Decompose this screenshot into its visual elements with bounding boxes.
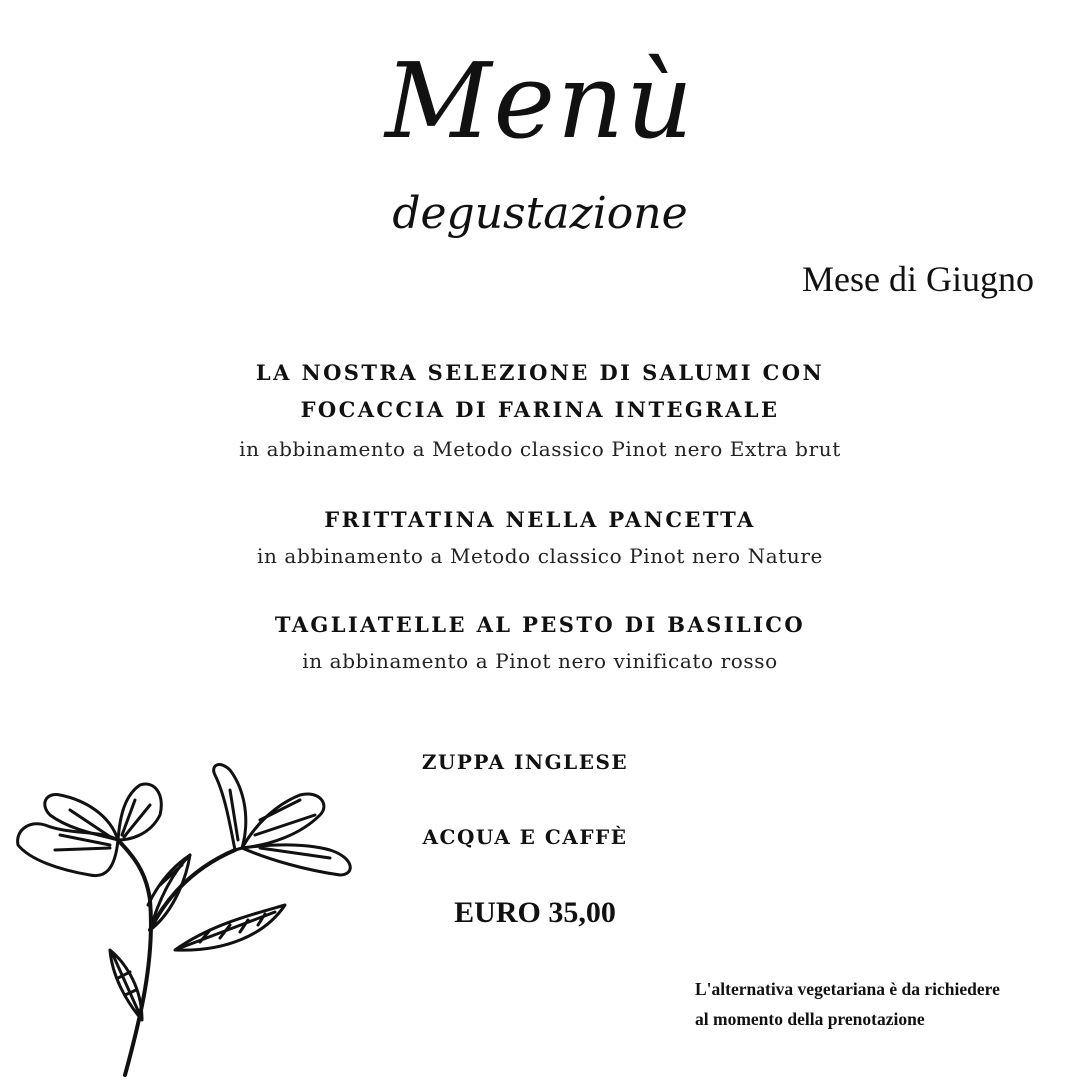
course-3-pairing: in abbinamento a Pinot nero vinificato rosso bbox=[302, 649, 778, 673]
dessert-item: ZUPPA INGLESE bbox=[421, 750, 629, 774]
vegetarian-note-line1: L'alternativa vegetariana è da richiedere bbox=[695, 979, 1000, 999]
price-label: EURO 35,00 bbox=[454, 896, 616, 929]
vegetarian-note bbox=[695, 974, 1075, 1034]
course-1-name-line1: LA NOSTRA SELEZIONE DI SALUMI CON bbox=[255, 360, 825, 385]
course-1-name-line2: FOCACCIA DI FARINA INTEGRALE bbox=[300, 397, 780, 422]
course-2-name: FRITTATINA NELLA PANCETTA bbox=[324, 507, 756, 532]
vegetarian-note-line2: al momento della prenotazione bbox=[695, 1009, 925, 1029]
course-2-pairing: in abbinamento a Metodo classico Pinot nero Nature bbox=[257, 544, 823, 568]
flower-illustration-icon bbox=[0, 720, 380, 1080]
extras-item: ACQUA E CAFFÈ bbox=[422, 825, 628, 849]
menu-title: Menù bbox=[385, 40, 695, 162]
course-1-pairing: in abbinamento a Metodo classico Pinot nero Extra brut bbox=[239, 437, 841, 461]
month-label: Mese di Giugno bbox=[802, 259, 1034, 299]
menu-subtitle: degustazione bbox=[392, 188, 688, 239]
course-3-name: TAGLIATELLE AL PESTO DI BASILICO bbox=[274, 612, 806, 637]
